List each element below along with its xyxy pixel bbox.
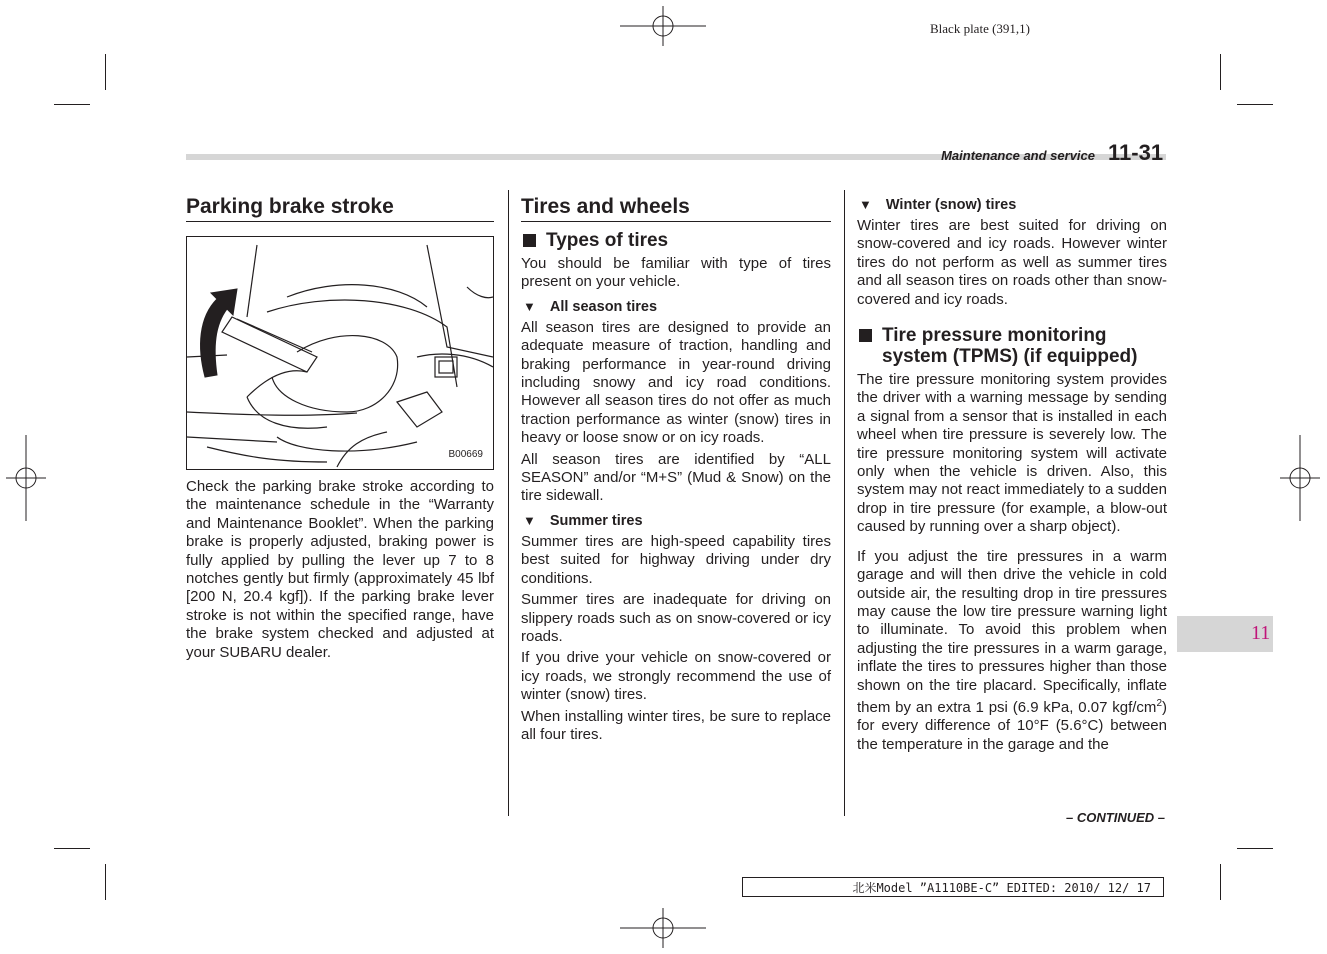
column-divider [508, 190, 509, 816]
topic-heading [521, 512, 831, 530]
paragraph: Check the parking brake stroke according to the maintenance schedule in the “Warranty and Maintenance Booklet”. When the parking brake is properly adjusted, braking power is fully applied by pulling the lever up 7 to 8 notches gently but firmly (approximately 45 lbf [200 N, 20.4 kgf]). If the parking brake lever stroke is not within the specified range, have the brake system checked and adjusted at your SUBARU dealer. [186, 478, 494, 661]
parking-brake-figure [186, 236, 494, 470]
heading-text: Types of tires [546, 230, 669, 251]
square-bullet-icon [859, 329, 872, 342]
triangle-down-icon: ▼ [523, 298, 536, 314]
paragraph: All season tires are designed to provide an adequate measure of traction, handling and braking performance in year-round driving including snowy and icy road conditions. However all season tires do not offer as much traction performance as winter (snow) tires in heavy or loose snow or on icy roads. [521, 318, 831, 447]
column-tires-and-wheels [521, 190, 831, 747]
registration-mark-bottom [620, 908, 706, 948]
registration-mark-right [1280, 435, 1320, 521]
paragraph: Summer tires are high-speed capability tires best suited for highway driving under dry conditions. [521, 532, 831, 587]
superscript: 2 [1156, 697, 1162, 709]
paragraph: Winter tires are best suited for driving on snow-covered and icy roads. However winter tires do not perform as well as summer tires and all season tires on roads other than snow-covered and icy roads. [857, 217, 1167, 308]
plate-label: Black plate (391,1) [930, 21, 1030, 36]
triangle-down-icon: ▼ [523, 512, 536, 528]
triangle-down-icon: ▼ [859, 197, 872, 212]
heading-text: Summer tires [549, 512, 643, 529]
paragraph: Summer tires are inadequate for driving on slippery roads such as on snow-covered or icy roads. [521, 591, 831, 645]
subsection-heading [857, 325, 1167, 367]
paragraph [857, 548, 1167, 754]
heading-text: Winter (snow) tires [885, 197, 1017, 213]
heading-text: All season tires [549, 298, 658, 315]
text-run: ) for every difference of 10°F (5.6°C) between the temperature in the garage and the [857, 698, 1167, 753]
paragraph: If you drive your vehicle on snow-covered or icy roads, we strongly recommend the use of winter (snow) tires. [521, 649, 831, 704]
square-bullet-icon [523, 234, 536, 247]
paragraph: All season tires are identified by “ALL SEASON” and/or “M+S” (Mud & Snow) on the tire sidewall. [521, 450, 831, 505]
paragraph: The tire pressure monitoring system provides the driver with a warning message by sending a signal from a sensor that is installed in each wheel when tire pressure is severely low. The tire pressure monitoring system will activate only when the vehicle is driven. Also, this system may not react immediately to a sudden drop in tire pressure (for example, a blow-out caused by running over a sharp object). [857, 371, 1167, 536]
continued-note: – CONTINUED – [1066, 810, 1165, 825]
heading-text: Tire pressure monitoring system (TPMS) (if equipped) [882, 325, 1138, 368]
paragraph: When installing winter tires, be sure to replace all four tires. [521, 707, 831, 743]
parking-brake-illustration [187, 237, 493, 469]
subsection-heading [521, 230, 831, 251]
text-run: If you adjust the tire pressures in a warm garage and will then drive the vehicle in cold outside air, the resulting drop in tire pressures may cause the low tire pressure warning light to illuminate. To avoid this problem when adjusting the tire pressures in a warm garage, inflate the tires to pressures higher than those shown on the tire placard. Specifically, inflate them by an extra 1 psi (6.9 kPa, 0.07 kgf/cm [857, 547, 1167, 716]
chapter-tab [1177, 616, 1273, 652]
chapter-tab-number: 11 [1251, 622, 1271, 644]
running-header-section: Maintenance and service [941, 148, 1095, 163]
registration-mark-top [620, 6, 706, 46]
page-number: 11-31 [1108, 140, 1164, 165]
section-title: Parking brake stroke [186, 194, 494, 222]
column-divider [844, 190, 845, 816]
figure-id: B00669 [448, 449, 483, 460]
registration-mark-left [6, 435, 46, 521]
column-winter-tpms [857, 190, 1167, 757]
paragraph: You should be familiar with type of tires present on your vehicle. [521, 255, 831, 291]
column-parking-brake [186, 190, 494, 665]
edit-stamp: 北米Model ”A1110BE-C” EDITED: 2010/ 12/ 17 [742, 877, 1164, 897]
topic-heading [857, 196, 1167, 214]
topic-heading [521, 298, 831, 316]
section-title: Tires and wheels [521, 194, 831, 222]
